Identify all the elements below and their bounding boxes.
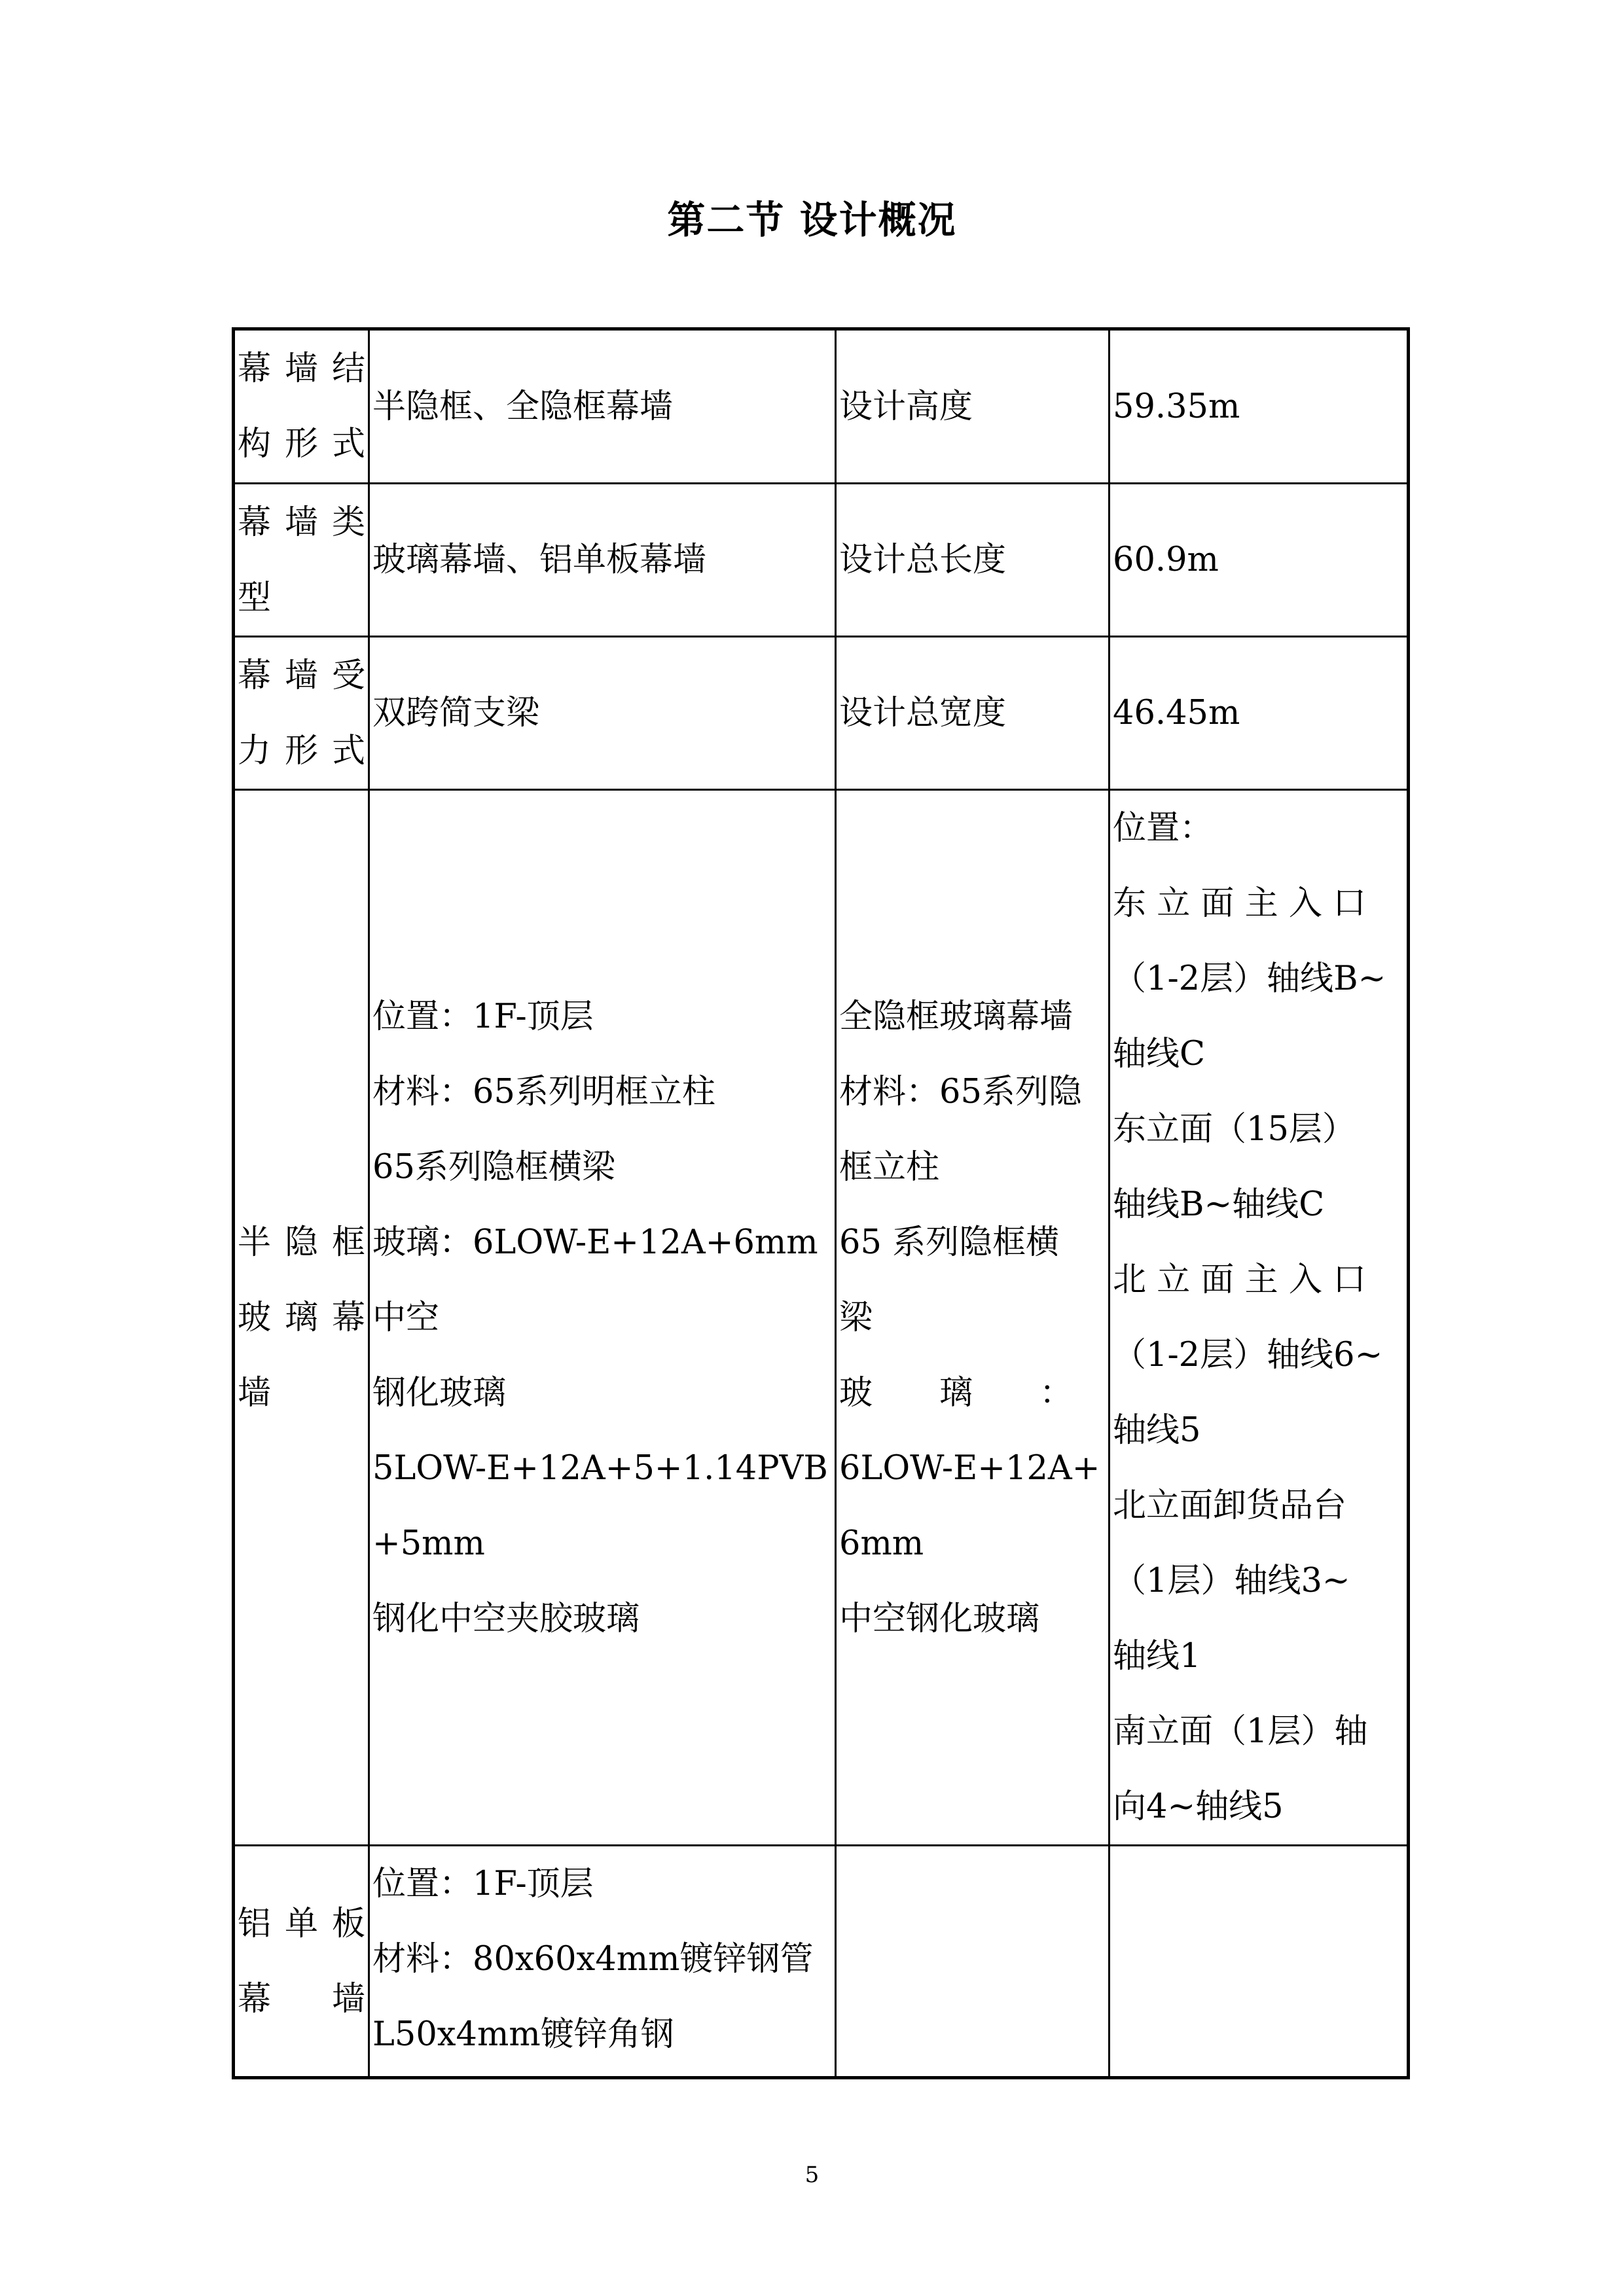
cell-line: 59.35m: [1113, 387, 1240, 426]
cell-line: 位置：1F-顶层: [372, 1865, 594, 1903]
cell-line: 墙: [238, 1373, 272, 1412]
cell-line: 力形式: [238, 731, 365, 770]
cell-line: 轴线B~轴线C: [1113, 1185, 1325, 1224]
cell-line: 设计高度: [839, 387, 973, 426]
cell-line: L50x4mm镀锌角钢: [372, 2015, 674, 2054]
cell-line: 梁: [839, 1298, 873, 1337]
description-cell: [369, 329, 836, 484]
cell-line: 6LOW-E+12A+6mm: [839, 1448, 1100, 1563]
cell-line: 幕墙: [238, 1979, 365, 2018]
row-label-cell: [234, 329, 369, 484]
page-number: 5: [804, 2162, 820, 2188]
value-cell: [1110, 637, 1409, 790]
cell-line: 玻璃：6LOW-E+12A+6mm中空: [372, 1223, 818, 1337]
cell-line: 轴线1: [1113, 1637, 1201, 1676]
cell-line: 北 立 面 主 入 口: [1113, 1261, 1367, 1299]
cell-line: 半隐框: [238, 1223, 365, 1262]
description-cell: [369, 637, 836, 790]
description-cell: [369, 1846, 836, 2078]
cell-line: 65 系列隐框横: [839, 1223, 1060, 1262]
value-cell: [1110, 484, 1409, 637]
cell-line: 60.9m: [1113, 541, 1219, 579]
row-label-cell: [234, 790, 369, 1846]
secondary-cell: [836, 790, 1110, 1846]
cell-line: 中空钢化玻璃: [839, 1599, 1040, 1638]
cell-line: 构形式: [238, 425, 365, 463]
cell-line: 幕墙受: [238, 656, 365, 695]
cell-line: 南立面（1层）轴: [1113, 1712, 1368, 1751]
secondary-cell: [836, 484, 1110, 637]
page-title: 第二节 设计概况: [667, 198, 957, 242]
cell-line: 设计总长度: [839, 541, 1007, 579]
cell-line: 材料：65系列明框立柱: [372, 1072, 715, 1111]
load-form-row: [234, 637, 1409, 790]
cell-line: 东立面（15层）: [1113, 1110, 1356, 1149]
cell-line: 玻璃幕: [238, 1298, 365, 1337]
secondary-cell: [836, 329, 1110, 484]
value-cell: [1110, 790, 1409, 1846]
cell-line: 型: [238, 578, 272, 617]
cell-line: 东 立 面 主 入 口: [1113, 884, 1367, 923]
cell-line: 半隐框、全隐框幕墙: [372, 387, 674, 426]
cell-line: 46.45m: [1113, 694, 1240, 732]
cell-line: （1-2层）轴线B~: [1113, 960, 1386, 998]
value-cell: [1110, 329, 1409, 484]
secondary-cell: [836, 637, 1110, 790]
cell-line: 玻璃幕墙、铝单板幕墙: [372, 541, 707, 579]
cell-line: 幕墙结: [238, 350, 365, 388]
cell-line: 5LOW-E+12A+5+1.14PVB+5mm: [372, 1448, 828, 1563]
cell-line: 位置：1F-顶层: [372, 997, 594, 1036]
secondary-cell: [836, 1846, 1110, 2078]
description-cell: [369, 790, 836, 1846]
semi-hidden-frame-row: [234, 790, 1409, 1846]
row-label-cell: [234, 1846, 369, 2078]
aluminum-panel-row: [234, 1846, 1409, 2078]
cell-line: 全隐框玻璃幕墙: [839, 997, 1074, 1036]
curtain-wall-type-row: [234, 484, 1409, 637]
cell-line: 铝单板: [238, 1904, 365, 1943]
cell-line: 轴线C: [1113, 1035, 1206, 1073]
cell-line: （1-2层）轴线6~: [1113, 1336, 1383, 1374]
cell-line: 北立面卸货品台: [1113, 1486, 1347, 1525]
cell-line: 轴线5: [1113, 1411, 1201, 1450]
value-cell: [1110, 1846, 1409, 2078]
cell-line: 框立柱: [839, 1147, 940, 1187]
cell-line: 材料：65系列隐: [839, 1072, 1082, 1111]
cell-line: 钢化中空夹胶玻璃: [372, 1599, 640, 1638]
description-cell: [369, 484, 836, 637]
cell-line: 65系列隐框横梁: [372, 1147, 615, 1187]
cell-line: 设计总宽度: [839, 694, 1007, 732]
cell-line: 玻 璃 ：: [839, 1373, 1074, 1412]
cell-line: （1层）轴线3~: [1113, 1562, 1350, 1600]
cell-line: 钢化玻璃: [372, 1373, 507, 1412]
cell-line: 材料：80x60x4mm镀锌钢管: [372, 1940, 814, 1979]
design-overview-table: [232, 327, 1410, 2079]
cell-line: 位置：: [1113, 809, 1214, 848]
cell-line: 双跨简支梁: [372, 694, 540, 732]
structure-form-row: [234, 329, 1409, 484]
row-label-cell: [234, 637, 369, 790]
cell-line: 幕墙类: [238, 503, 365, 542]
cell-line: 向4~轴线5: [1113, 1787, 1284, 1826]
row-label-cell: [234, 484, 369, 637]
